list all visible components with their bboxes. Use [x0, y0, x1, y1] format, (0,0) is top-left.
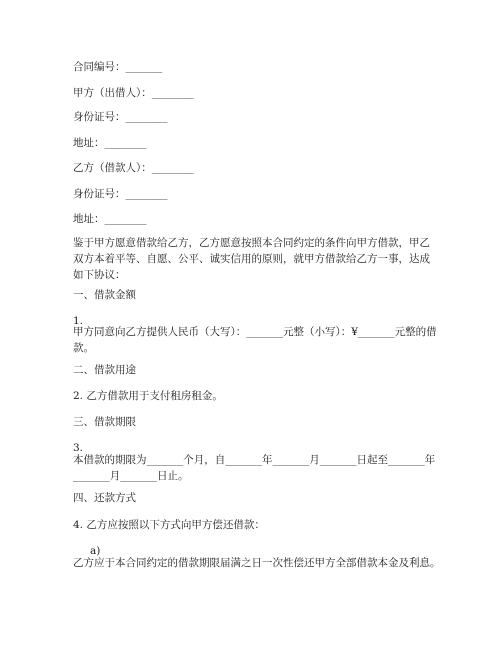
- party-a-lender: 甲方（出借人）：________: [73, 87, 194, 99]
- intro-paragraph: 鉴于甲方愿意借款给乙方，乙方愿意按照本合同约定的条件向甲方借款，甲乙双方本着平等、自愿、公平、诚实信用的原则，就甲方借款给乙方一事，达成如下协议：: [73, 237, 430, 281]
- section-2-title: 二、借款用途: [73, 364, 136, 376]
- section-4-title: 四、还款方式: [73, 492, 136, 504]
- section-3-number: 3.: [73, 442, 84, 454]
- party-a-id-number: 身份证号：________: [73, 111, 168, 123]
- section-1-title: 一、借款金额: [73, 289, 136, 301]
- section-4-item-a-text: 乙方应于本合同约定的借款期限届满之日一次性偿还甲方全部借款本金及利息。: [73, 557, 441, 569]
- party-a-address: 地址：________: [73, 137, 147, 149]
- section-2-text: 2. 乙方借款用于支付租房租金。: [73, 390, 223, 402]
- section-4-text: 4. 乙方应按照以下方式向甲方偿还借款：: [73, 519, 265, 531]
- section-1-number: 1.: [73, 315, 84, 327]
- section-1-text: 甲方同意向乙方提供人民币（大写）：_______元整（小写）：¥_______元整的借款。: [73, 326, 437, 354]
- section-3-title: 三、借款期限: [73, 416, 136, 428]
- party-b-address: 地址：________: [73, 213, 147, 225]
- contract-number: 合同编号：_______: [73, 61, 163, 73]
- section-3-text: 本借款的期限为_______个月，自_______年_______月_______日起至_______年_______月_______日止。: [73, 454, 436, 482]
- party-b-borrower: 乙方（借款人）：________: [73, 162, 194, 174]
- section-4-item-a-label: a): [90, 545, 101, 557]
- party-b-id-number: 身份证号：________: [73, 188, 168, 200]
